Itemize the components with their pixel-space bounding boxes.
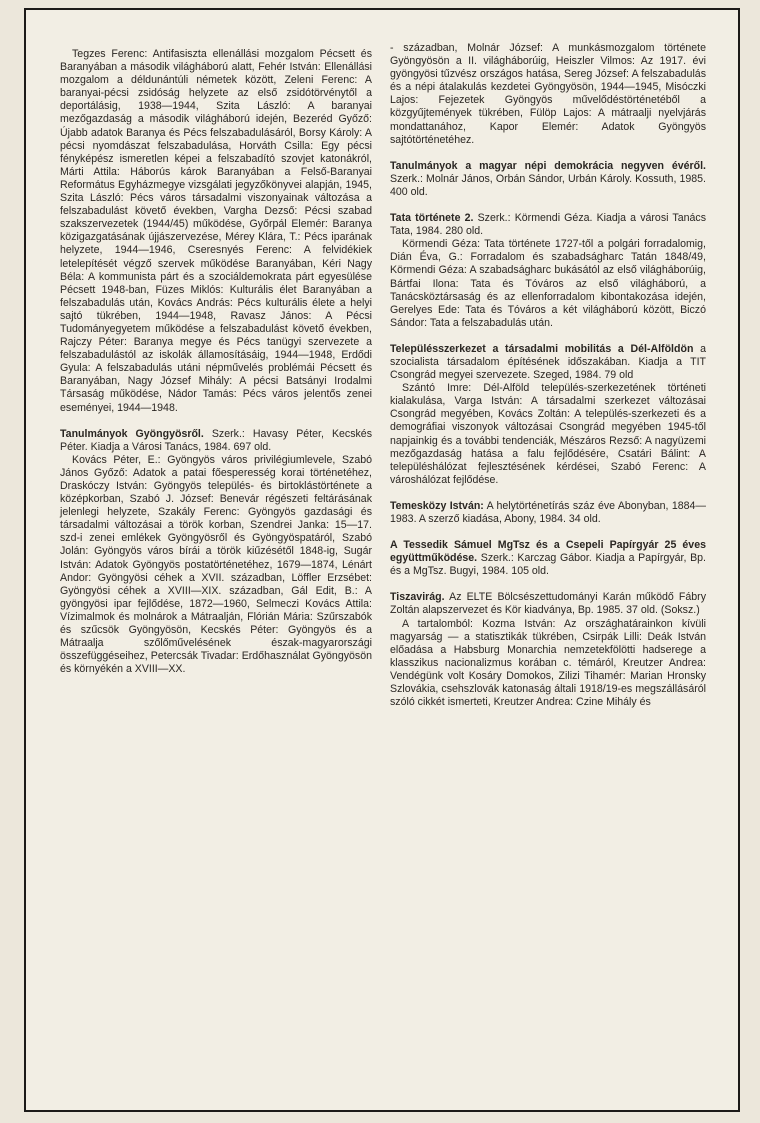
right-column xyxy=(390,42,706,709)
entry-text: a szocialista társadalom építésének időszakában. Kiadja a TIT Csongrád megyei szervezete. Szeged, 1984. 79 old xyxy=(390,342,706,382)
right-entry-temeskozy xyxy=(390,500,706,526)
spacer xyxy=(390,147,706,160)
entry-heading: Tiszavirág. xyxy=(390,591,445,604)
entry-text: A helytörténetírás száz éve Abonyban, 1884—1983. A szerző kiadása, Abony, 1984. 34 old. xyxy=(390,499,707,525)
left-column xyxy=(60,48,372,676)
spacer xyxy=(390,199,706,212)
right-entry-tiszavirag xyxy=(390,591,706,617)
left-para-1: Tegzes Ferenc: Antifasiszta ellenállási mozgalom Pécsett és Baranyában a második világháború alatt, Fehér István: Ellenállási mozgalom a déldunántúli németek között, Zeleni Ferenc: A baranyai-pécsi zsidóság helyzete az első zsidótörvénytől a deportálásig, 1938—1944, Szita László: A baranyai mezőgazdaság a második világháború idején, Bezeréd Győző: Újabb adatok Baranya és Pécs felszabadulásáról, Borsy Károly: A pécsi nyomdászat felszabadulása, Horváth Csilla: Egy pécsi fényképész ismeretlen képei a felszabadító szovjet katonákról, Márti Attila: Háborús károk Baranyában a Felső-Baranyai Református Egyházmegye vizsgálati jegyzőkönyvei alapján, 1945, Szita László: Pécs város társadalmi viszonyainak változása a felszabadulást követő években, Vargha Dezső: Pécsi szabad szakszervezetek (1944/45) működése, Győrpál Elemér: Baranya közigazgatásának újjászervezése, Mérey Klára, T.: Pécs iparának helyzete, 1944—1946, Cseresnyés Ferenc: A felvidékiek letelepítését végző szervek működése Baranyában, Kéri Nagy Béla: A kommunista párt és a szociáldemokrata párt egyesülése Pécsett 1948-ban, Füzes Miklós: Kulturális élet Baranyában a felszabadulás után, Kovács András: Pécs kulturális élete a helyi sajtó tükrében, 1944—1948, Ravasz János: A Pécsi Tudományegyetem működése a felszabadulást követő években, Rajczy Péter: Baranya megye és Pécs tanügyi szervezete a felszabadulástól az iskolák államosításáig, 1944—1948, Erdődi Gyula: A felszabadulás utáni népművelés problémái Pécsett és Baranyában, Nagy József Mihály: A pécsi Batsányi Irodalmi Társaság működése, Nádor Tamás: Pécs város jelentős zenei eseményei, 1944—1948. xyxy=(60,48,372,414)
entry-text: Szerk.: Körmendi Géza. Kiadja a városi Tanács Tata, 1984. 280 old. xyxy=(390,212,706,238)
entry-heading: Tata története 2. xyxy=(390,212,474,225)
right-entry-tessedik xyxy=(390,539,706,578)
entry-heading: Tanulmányok Gyöngyösről. xyxy=(60,427,204,440)
entry-text: Az ELTE Bölcsészettudományi Karán működő Fábry Zoltán alapszervezet és Kör kiadványa, Bp. 1985. 37 old. (Soksz.) xyxy=(390,591,706,617)
entry-heading: Településszerkezet a társadalmi mobilitás a Dél-Alföldön xyxy=(390,342,694,355)
entry-heading: A Tessedik Sámuel MgTsz és a Csepeli Papírgyár 25 éves együttműködése. xyxy=(390,539,706,565)
entry-heading: Tanulmányok a magyar népi demokrácia negyven évéről. xyxy=(390,159,706,172)
left-entry-tanulmanyok-gyongyosrol xyxy=(60,428,372,454)
scanned-page xyxy=(24,8,740,1112)
right-para-tiszavirag-contents: A tartalomból: Kozma István: Az országhatárainkon kívüli magyarság — a statisztikák tükrében, Csirpák Lilli: Deák István előadása a Habsburg Monarchia nemzetekfölötti hadserege a klasszikus nacionalizmus korában c. témáról, Kreutzer Andrea: Vendégünk volt Kosáry Domokos, Zilizi Tihamér: Marian Hronsky Szlovákia, csehszlovák katonaság általi 1918/19-es megszállásáról szóló cikkét ismerteti, Kreutzer Andrea: Czine Mihály és xyxy=(390,617,706,709)
right-para-tata-contents: Körmendi Géza: Tata története 1727-től a polgári forradalomig, Dián Éva, G.: Forradalom és szabadságharc Tatán 1848/49, Körmendi Géza: A szabadságharc bukásától az első világháborúig, Bártfai Ilona: Tata és Tóváros az első világháború, a Tanácsköztársaság és az ellenforradalom kibontakozása idején, Gerelyes Ede: Tata és Tóváros a két világháború között, Biczó Sándor: Tata a felszabadulás után. xyxy=(390,238,706,329)
spacer xyxy=(390,526,706,539)
spacer xyxy=(390,578,706,591)
spacer xyxy=(390,330,706,343)
right-entry-telepulesszerkezet xyxy=(390,343,706,382)
spacer xyxy=(390,487,706,500)
entry-heading: Temesközy István: xyxy=(390,499,484,512)
left-para-2: Kovács Péter, E.: Gyöngyös város privilégiumlevele, Szabó János Győző: Adatok a patai főesperesség korai történetéhez, Draskóczy István: Gyöngyös település- és birtoklástörténete a középkorban, Szabó J. József: Benevár régészeti feltárásának jelenlegi helyzete, Szakály Ferenc: Gyöngyös gazdasági és társadalmi változásai a török korban, Szendrei Janka: 15—17. szd-i zenei emlékek Gyöngyösről és Gyöngyöspatáról, Szabó Jolán: Gyöngyös város bírái a török kiűzésétől 1848-ig, Sugár István: Adatok Gyöngyös postatörténetéhez, 1679—1874, Lénárt Andor: Gyöngyösi céhek a XVII. században, Löffler Erzsébet: Gyöngyösi céhek a XVIII—XIX. században, Gál Edit, B.: A gyöngyösi ipar fejlődése, 1872—1960, Selmeczi Kovács Attila: Vízimalmok és molnárok a Mátraalján, Flórián Mária: Szűrszabók és szűcsök Gyöngyösön, Kecskés Péter: Gyöngyös és a Mátraalja szőlőművelésének észak-magyarországi összefüggéseihez, Petercsák Tivadar: Erdőhasználat Gyöngyösön és környékén a XVIII—XX. xyxy=(60,453,372,676)
spacer xyxy=(60,415,372,428)
right-entry-nepi-demokracia xyxy=(390,160,706,199)
entry-text: Szerk.: Karczag Gábor. Kiadja a Papírgyár, Bp. és a MgTsz. Bugyi, 1984. 105 old. xyxy=(390,552,706,578)
right-para-1: - században, Molnár József: A munkásmozgalom története Gyöngyösön a II. világháborúig, Heiszler Vilmos: Az 1917. évi gyöngyösi tűzvész országos hatása, Sereg József: A felszabadulás és a népi átalakulás kezdetei Gyöngyösön, 1944—1945, Misóczki Lajos: Fejezetek Gyöngyös művelődéstörténetéből a közgyűjtemények tükrében, Fülöp Lajos: A mátraalji nyelvjárás mondattanához, Kapor Elemér: Adatok Gyöngyös sajtótörténetéhez. xyxy=(390,42,706,146)
entry-text: Szerk.: Havasy Péter, Kecskés Péter. Kiadja a Városi Tanács, 1984. 697 old. xyxy=(60,427,372,453)
right-para-dal-contents: Szántó Imre: Dél-Alföld település-szerkezetének történeti kialakulása, Varga István: A társadalmi szerkezet változásai Csongrád megyében, Kovács Zoltán: A település-szerkezeti és a demográfiai viszonyok változásai Csongrád megyében 1945-től napjainkig és a további tendenciák, Mészáros Rezső: A nagyüzemi mezőgazdaság hatása a falu fejlődésére, Csatári Bálint: A településhálózat fejlesztésének kérdései, Szabó Ferenc: A városhálózat fejlődése. xyxy=(390,382,706,486)
entry-text: Szerk.: Molnár János, Orbán Sándor, Urbán Károly. Kossuth, 1985. 400 old. xyxy=(390,172,706,198)
right-entry-tata xyxy=(390,212,706,238)
